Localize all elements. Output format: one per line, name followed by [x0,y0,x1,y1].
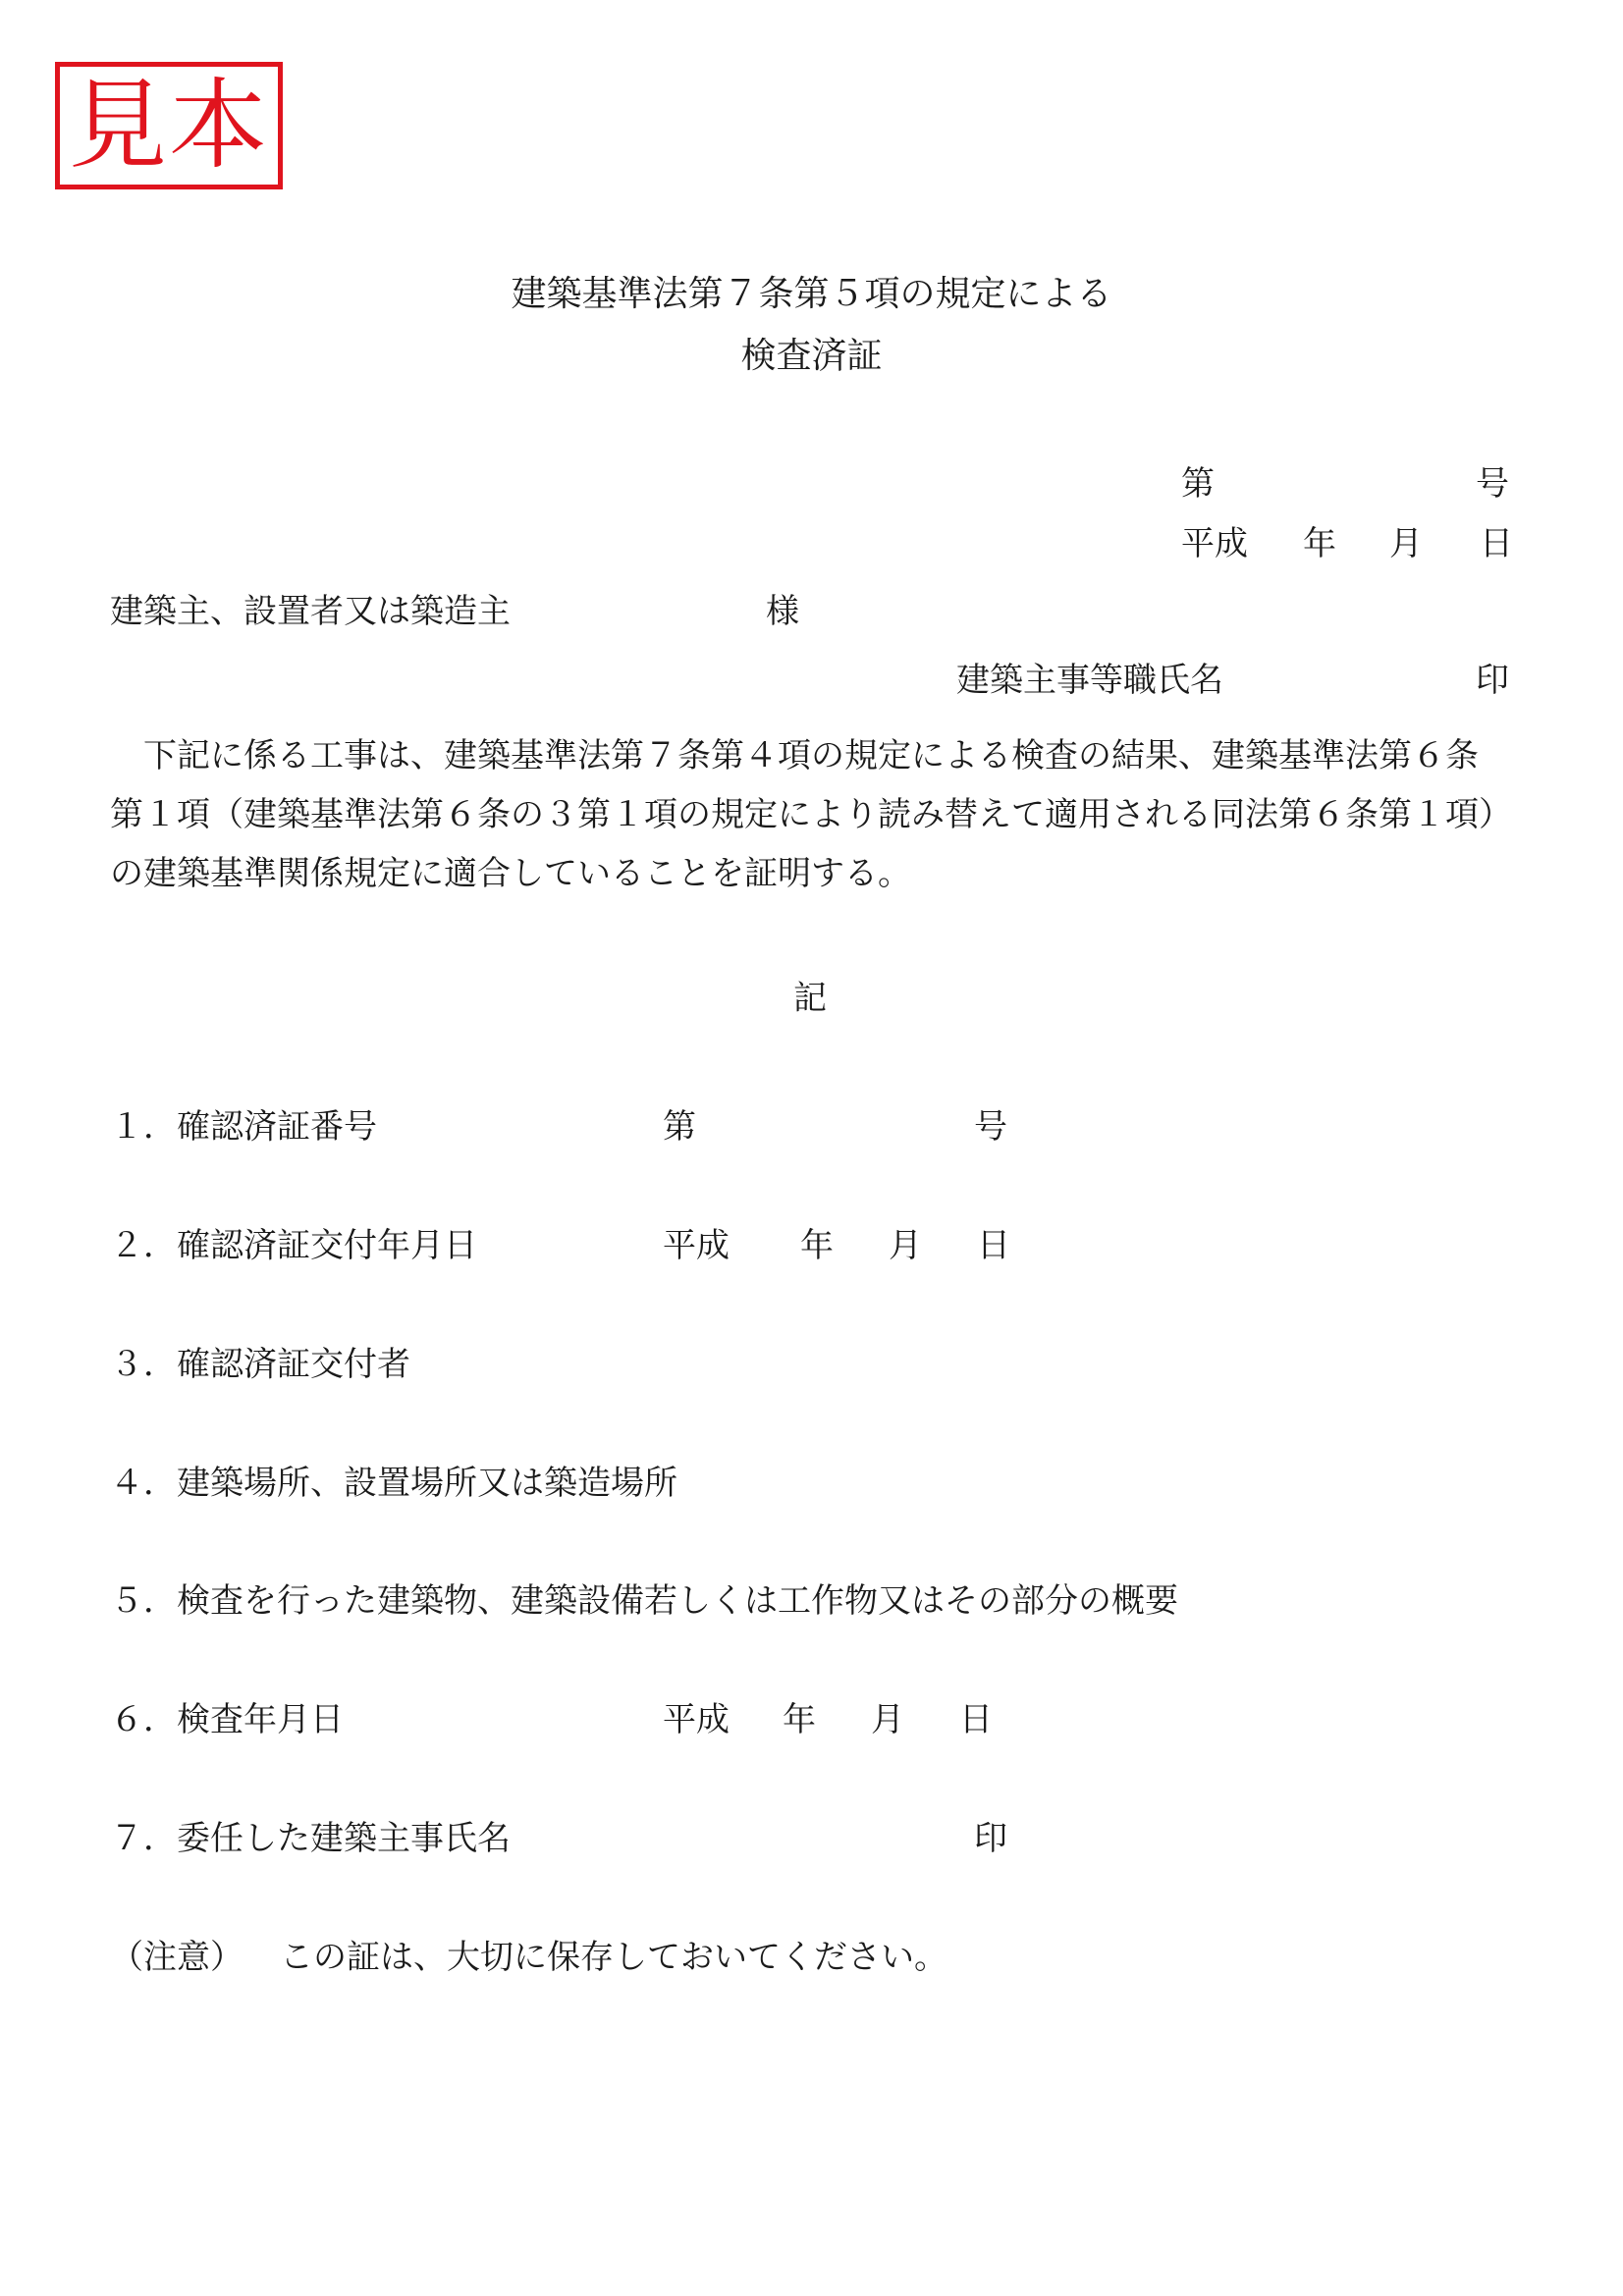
official-seal: 印 [1476,661,1509,700]
item-6-month: 月 [871,1700,904,1739]
item-1-number: １． [110,1107,177,1147]
item-2-label: 確認済証交付年月日 [177,1226,477,1265]
item-2-number: ２． [110,1226,177,1265]
date-era: 平成 [1181,524,1248,563]
item-4-label: 建築場所、設置場所又は築造場所 [177,1464,677,1503]
item-6-year: 年 [783,1700,816,1739]
item-1-suffix: 号 [974,1107,1007,1147]
item-3-number: ３． [110,1345,177,1384]
item-6-era: 平成 [663,1700,730,1739]
sample-stamp: 見本 [55,62,283,189]
item-6-day: 日 [959,1700,993,1739]
item-6-label: 検査年月日 [177,1700,344,1739]
item-1-label: 確認済証番号 [177,1107,377,1147]
date-year: 年 [1303,524,1336,563]
item-2-year: 年 [800,1226,834,1265]
item-5-label: 検査を行った建築物、建築設備若しくは工作物又はその部分の概要 [177,1581,1178,1621]
item-2-day: 日 [977,1226,1010,1265]
date-month: 月 [1389,524,1423,563]
certification-statement: 下記に係る工事は、建築基準法第７条第４項の規定による検査の結果、建築基準法第６条第１項（建築基準法第６条の３第１項の規定により読み替えて適用される同法第６条第１項）の建築基準関係規定に適合していることを証明する。 [110,736,1495,893]
addressee-honorific: 様 [766,592,799,631]
document-title-line2: 検査済証 [740,336,883,376]
document-title-line1: 建築基準法第７条第５項の規定による [511,274,1112,314]
item-4-number: ４． [110,1464,177,1503]
official-label: 建築主事等職氏名 [956,661,1223,700]
note-label: （注意） [110,1938,243,1977]
item-2-era: 平成 [663,1226,730,1265]
item-1-prefix: 第 [663,1107,696,1147]
date-day: 日 [1480,524,1513,563]
item-6-number: ６． [110,1700,177,1739]
note-text: この証は、大切に保存しておいてください。 [280,1938,947,1977]
item-7-number: ７． [110,1819,177,1858]
number-prefix: 第 [1181,464,1215,504]
ki-heading: 記 [793,979,827,1018]
number-suffix: 号 [1476,464,1509,504]
addressee-label: 建築主、設置者又は築造主 [110,592,511,631]
item-7-seal: 印 [974,1819,1007,1858]
item-2-month: 月 [889,1226,922,1265]
item-7-label: 委任した建築主事氏名 [177,1819,511,1858]
item-5-number: ５． [110,1581,177,1621]
item-3-label: 確認済証交付者 [177,1345,410,1384]
